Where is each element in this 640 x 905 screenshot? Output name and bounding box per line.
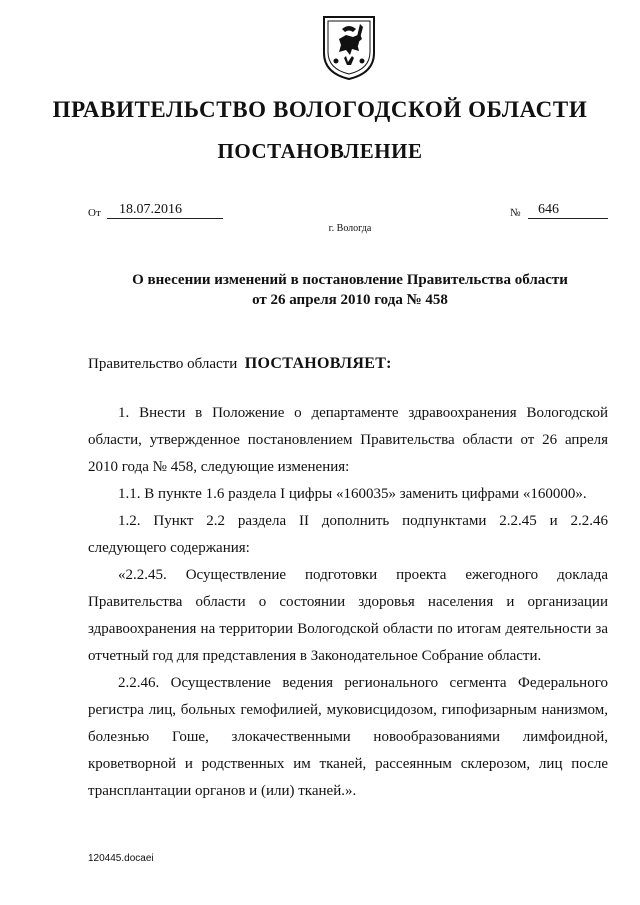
paragraph-1-1: 1.1. В пункте 1.6 раздела I цифры «160035» заменить цифрами «160000». — [118, 486, 587, 502]
document-type: ПОСТАНОВЛЕНИЕ — [217, 139, 423, 163]
date-label: От — [88, 207, 101, 219]
preamble-verb: ПОСТАНОВЛЯЕТ: — [244, 355, 392, 372]
paragraph-2-2-46: 2.2.46. Осуществление ведения регионального сегмента Федерального регистра лиц, больных гемофилией, муковисцидозом, гипофизарным нанизмом, болезнью Гоше, злокачественными новообразованиями лимфоидной, кроветворной и родственных им тканей, рассеянным склерозом, лиц после трансплантации органов и (или) тканей.». — [88, 675, 608, 799]
paragraph-2-2-45: «2.2.45. Осуществление подготовки проекта ежегодного доклада Правительства области о состоянии здоровья населения и организации здравоохранения на территории Вологодской области по итогам деятельности за отчетный год для представления в Законодательное Собрание области. — [88, 567, 608, 664]
document-number: 646 — [528, 201, 608, 219]
preamble-text: Правительство области — [88, 356, 238, 372]
heading-line-2: от 26 апреля 2010 года № 458 — [252, 292, 448, 308]
city-label: г. Вологда — [328, 223, 372, 234]
document-date: 18.07.2016 — [107, 201, 223, 219]
number-label: № — [510, 207, 521, 219]
preamble — [88, 355, 392, 373]
document-body — [88, 400, 608, 805]
document-heading — [60, 270, 640, 310]
government-title: ПРАВИТЕЛЬСТВО ВОЛОГОДСКОЙ ОБЛАСТИ — [52, 97, 588, 122]
paragraph-1-2: 1.2. Пункт 2.2 раздела II дополнить подпунктами 2.2.45 и 2.2.46 следующего содержания: — [88, 513, 608, 556]
file-name-footer: 120445.docaei — [88, 853, 154, 864]
paragraph-1: 1. Внести в Положение о департаменте здравоохранения Вологодской области, утвержденное постановлением Правительства области от 26 апреля 2010 года № 458, следующие изменения: — [88, 405, 608, 475]
coat-of-arms-emblem — [322, 15, 376, 81]
heading-line-1: О внесении изменений в постановление Правительства области — [132, 272, 568, 288]
